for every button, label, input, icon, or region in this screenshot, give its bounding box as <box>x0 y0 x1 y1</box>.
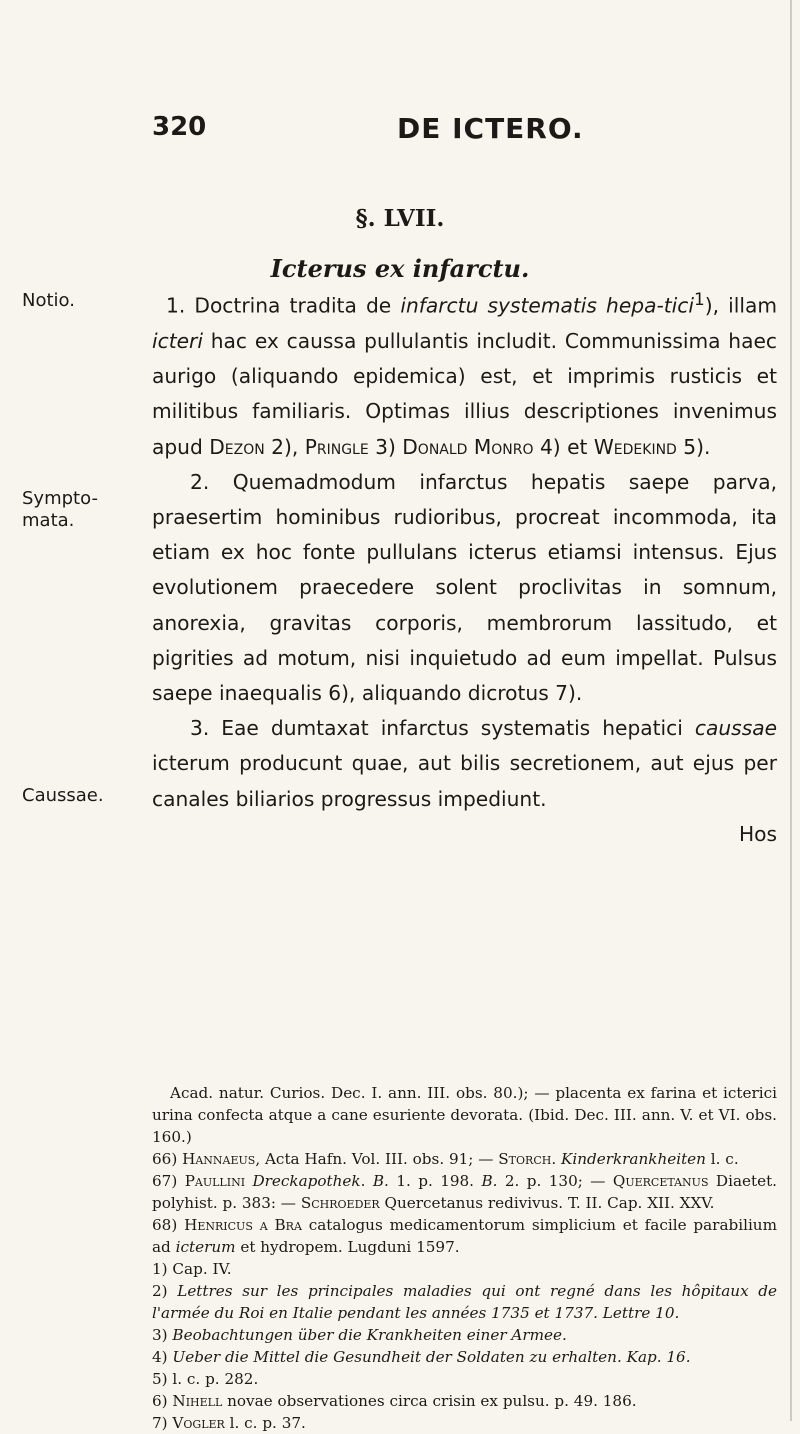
p1-text: 5). <box>676 434 711 459</box>
fn-title: B. <box>372 1172 389 1190</box>
fn-text: 66) <box>152 1150 183 1168</box>
fn-title: Dreckapothek <box>252 1172 361 1190</box>
fn-text: l. c. <box>705 1150 739 1168</box>
footnote-67 <box>152 1170 777 1214</box>
fn-text: 68) <box>152 1216 185 1234</box>
p1-text: 1. Doctrina tradita de <box>166 293 401 318</box>
fn-title: icterum <box>175 1238 236 1256</box>
fn-text: Quercetanus redivivus. T. II. Cap. XII. XXV. <box>379 1194 715 1212</box>
section-title: Icterus ex infarctu. <box>270 254 530 283</box>
fn-author: Henricus a Bra <box>184 1216 302 1234</box>
fn-author: Paullini <box>184 1172 246 1190</box>
p1-text: hac ex caussa pullulantis includit. Communissima haec aurigo (aliquando epidemica) est, et imprimis rusticis et militibus familiaris. Optimas illius descriptiones invenimus apud <box>152 328 777 459</box>
fn-text: 2) <box>152 1282 178 1300</box>
footnote-ref-1: 1 <box>693 289 705 309</box>
footnote-1: 1) Cap. IV. <box>152 1260 232 1278</box>
fn-text: . <box>551 1150 561 1168</box>
footnotes <box>152 1082 777 1434</box>
paragraph-3 <box>152 711 777 817</box>
section-number: §. LVII. <box>355 205 445 232</box>
fn-title: Lettres sur les principales maladies qui ont regné dans les hôpitaux de l'armée du Roi en Italie pendant les années 1735 et 1737. Lettre 10. <box>152 1282 777 1322</box>
fn-text: 6) <box>152 1392 173 1410</box>
footnote-3 <box>152 1324 777 1346</box>
fn-title: B. <box>481 1172 498 1190</box>
fn-title: Kinderkrankheiten <box>561 1150 706 1168</box>
page-number: 320 <box>152 112 207 142</box>
footnote-6 <box>152 1390 777 1412</box>
fn-author: Storch <box>498 1150 552 1168</box>
p1-text: ), illam <box>704 293 778 318</box>
margin-note-symptomata-line1: Sympto- <box>22 488 98 509</box>
fn-author: Nihell <box>172 1392 223 1410</box>
fn-author: Vogler <box>172 1414 225 1432</box>
footnote-4 <box>152 1346 777 1368</box>
margin-note-symptomata <box>22 488 98 532</box>
footnote-continuation: Acad. natur. Curios. Dec. I. ann. III. obs. 80.); — placenta ex farina et icterici urina confecta atque a cane esuriente devorata. (Ibid. Dec. III. ann. V. et VI. obs. 160.) <box>152 1084 777 1146</box>
p1-text: 2), <box>264 434 305 459</box>
fn-text: 4) <box>152 1348 173 1366</box>
main-text <box>152 282 777 852</box>
p3-term: caussae <box>694 716 777 741</box>
p3-text: icterum producunt quae, aut bilis secretionem, aut ejus per canales biliarios progressus impediunt. <box>152 751 777 811</box>
fn-author: Hannaeus <box>182 1150 256 1168</box>
fn-text: 7) <box>152 1414 173 1432</box>
p1-text: 3) <box>368 434 403 459</box>
p3-text: 3. Eae dumtaxat infarctus systematis hepatici <box>190 716 695 741</box>
fn-text: catalogus medicamentorum simplicium et facile parabilium ad <box>152 1216 777 1256</box>
running-head: DE ICTERO. <box>397 112 584 145</box>
fn-title: Ueber die Mittel die Gesundheit der Soldaten zu erhalten. Kap. 16. <box>172 1348 691 1366</box>
paragraph-1 <box>152 282 777 465</box>
margin-note-caussae: Caussae. <box>22 785 104 806</box>
footnote-66 <box>152 1148 777 1170</box>
author-name: Pringle <box>304 434 369 459</box>
author-name: Wedekind <box>593 434 677 459</box>
fn-text: . <box>360 1172 373 1190</box>
footnote-5: 5) l. c. p. 282. <box>152 1370 259 1388</box>
fn-text: et hydropem. Lugduni 1597. <box>235 1238 460 1256</box>
fn-text: 67) <box>152 1172 185 1190</box>
page-header <box>152 112 772 152</box>
fn-text: 3) <box>152 1326 173 1344</box>
footnote-2 <box>152 1280 777 1324</box>
catchword: Hos <box>738 821 777 846</box>
fn-text: 2. p. 130; — <box>497 1172 613 1190</box>
fn-author: Quercetanus <box>612 1172 709 1190</box>
margin-note-symptomata-line2: mata. <box>22 510 75 531</box>
p1-term: icteri <box>152 328 203 353</box>
author-name: Donald Monro <box>402 434 534 459</box>
footnote-7 <box>152 1412 777 1434</box>
footnote-68 <box>152 1214 777 1258</box>
fn-text: 1. p. 198. <box>388 1172 482 1190</box>
fn-text: l. c. p. 37. <box>224 1414 306 1432</box>
fn-text: novae observationes circa crisin ex pulsu. p. 49. 186. <box>222 1392 637 1410</box>
fn-author: Schroeder <box>300 1194 380 1212</box>
margin-note-notio: Notio. <box>22 290 75 311</box>
fn-text: , Acta Hafn. Vol. III. obs. 91; — <box>255 1150 499 1168</box>
p1-text: 4) et <box>533 434 594 459</box>
fn-title: Beobachtungen über die Krankheiten einer Armee. <box>172 1326 567 1344</box>
author-name: Dezon <box>209 434 265 459</box>
paragraph-2: 2. Quemadmodum infarctus hepatis saepe parva, praesertim hominibus rudioribus, procreat incommoda, ita etiam ex hoc fonte pullulans icterus etiamsi intensus. Ejus evolutionem praecedere solent proclivitas in somnum, anorexia, gravitas corporis, membrorum lassitudo, et pigrities ad motum, nisi inquietudo ad eum impellat. Pulsus saepe inaequalis 6), aliquando dicrotus 7). <box>152 469 777 705</box>
fn-text: Diaetet. polyhist. p. 383: — <box>152 1172 778 1212</box>
p1-term: infarctu systematis hepa-tici <box>400 293 694 318</box>
